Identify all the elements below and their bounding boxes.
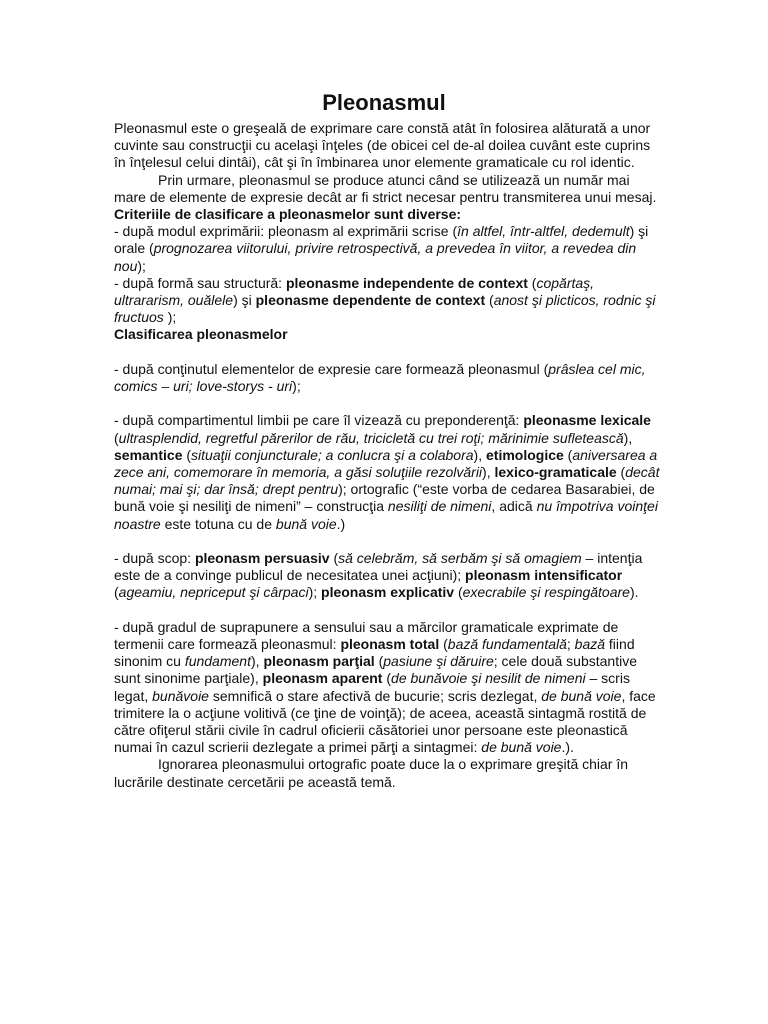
examples-run: copărtaş, ultrararism, ouălele [114, 274, 595, 309]
text-run: - după scop: [114, 550, 195, 567]
text-run: ), [250, 653, 264, 670]
examples-run: prâslea cel mic, comics – uri; love-storys - uri [114, 360, 646, 395]
term-run: pleonasme dependente de context [255, 292, 486, 309]
closing-paragraph: Ignorarea pleonasmului ortografic poate duce la o exprimare greşită chiar în lucrările destinate cercetării pe această temă. [114, 756, 629, 790]
classification-overlap-degree [114, 619, 664, 757]
text-run: - după conţinutul elementelor de expresie care formează pleonasmul ( [114, 360, 549, 377]
classification-purpose [114, 550, 664, 602]
examples-run: aniversarea a zece ani, comemorare în memoria, a găsi soluţiile rezolvării [114, 446, 658, 481]
text-run: ( [616, 464, 626, 481]
text-run: ); ortografic (“este vorba de cedarea Basarabiei, de bună voie şi nesiliţi de nimeni” – construcţia [114, 481, 655, 515]
examples-run: execrabile şi respingătoare [462, 584, 630, 601]
examples-run: să celebrăm, să serbăm şi să omagiem [338, 550, 582, 567]
examples-run: ultrasplendid, regretful părerilor de rău, tricicletă cu trei roţi; mărinimie sufletească [118, 429, 624, 446]
examples-run: bunăvoie [152, 687, 209, 704]
examples-run: bază [574, 636, 606, 653]
examples-run: de bună voie [541, 687, 622, 704]
text-run: este totuna cu de [160, 515, 276, 532]
classification-content [114, 361, 664, 395]
classification-language-compartment [114, 412, 664, 532]
examples-run: de bună voie [481, 739, 562, 756]
text-run: fiind sinonim cu [114, 636, 635, 670]
text-run: ( [374, 653, 384, 670]
text-run: - după modul exprimării: pleonasm al exprimării scrise ( [114, 223, 458, 240]
term-run: pleonasm aparent [262, 670, 383, 687]
term-run: pleonasm explicativ [321, 584, 455, 601]
text-run: - după formă sau structură: [114, 274, 286, 291]
criteria-heading: Criteriile de clasificare a pleonasmelor sunt diverse: [114, 206, 462, 223]
consequence-paragraph: Prin urmare, pleonasmul se produce atunci când se utilizează un număr mai mare de elemente de expresie decât ar fi strict necesar pentru transmiterea unui mesaj. [114, 171, 657, 205]
text-run: ( [439, 636, 448, 653]
term-run: etimologice [486, 446, 564, 463]
text-run: ); [292, 378, 301, 395]
text-run: ( [382, 670, 392, 687]
examples-run: ageamiu, nepriceput şi cârpaci [118, 584, 309, 601]
examples-run: situaţii conjuncturale; a conlucra şi a colabora [191, 446, 474, 463]
criterion-expression-mode [114, 223, 664, 275]
examples-run: bază fundamentală [447, 636, 567, 653]
examples-run: în altfel, într-altfel, dedemult [457, 223, 630, 240]
criterion-form [114, 275, 664, 327]
text-run: ) şi [233, 292, 256, 309]
text-run: ), [482, 464, 495, 481]
text-run: ( [182, 446, 192, 463]
text-run: - după compartimentul limbii pe care îl vizează cu preponderenţă: [114, 412, 524, 429]
text-run: ( [329, 550, 339, 567]
term-run: pleonasm intensificator [465, 567, 623, 584]
term-run: pleonasm total [340, 636, 440, 653]
text-run: ( [485, 292, 494, 309]
text-run: ( [563, 446, 573, 463]
text-run: semnifică o stare afectivă de bucurie; scris dezlegat, [208, 687, 542, 704]
text-run: – scris legat, [114, 670, 630, 704]
text-run: ( [114, 584, 119, 601]
text-run: ; [566, 636, 575, 653]
text-run: ). [629, 584, 639, 601]
term-run: lexico-gramaticale [494, 464, 617, 481]
term-run: pleonasm parţial [263, 653, 375, 670]
term-run: semantice [114, 446, 183, 463]
text-run: , face trimitere la o acţiune volitivă (ce ţine de voinţă); de aceea, această sintagmă rostită de către ofiţerul stării civile în cadrul oficierii căsătoriei unor persoane este pleonastică numai în cazul scrierii dezlegate a primei părţi a sintagmei: [114, 687, 656, 756]
text-run: ), [473, 446, 486, 463]
text-run: ); [137, 257, 146, 274]
text-run: ( [454, 584, 463, 601]
examples-run: nesiliţi de nimeni [387, 498, 492, 515]
document-body [114, 120, 664, 791]
text-run: .) [336, 515, 346, 532]
examples-run: de bunăvoie şi nesilit de nimeni [391, 670, 586, 687]
text-run: ), [623, 429, 633, 446]
text-run: ); [163, 309, 177, 326]
text-run: ); [308, 584, 322, 601]
page-title: Pleonasmul [322, 90, 446, 115]
examples-run: anost şi plicticos, rodnic şi fructuos [114, 292, 656, 326]
examples-run: bună voie [275, 515, 337, 532]
text-run: .). [561, 739, 574, 756]
examples-run: prognozarea viitorului, privire retrospectivă, a prevedea în viitor, a revedea din nou [114, 240, 637, 274]
text-run: ( [527, 274, 537, 291]
text-run: ; cele două substantive sunt sinonime parţiale), [114, 653, 637, 687]
examples-run: pasiune şi dăruire [383, 653, 494, 670]
intro-paragraph: Pleonasmul este o greşeală de exprimare care constă atât în folosirea alăturată a unor cuvinte sau construcţii cu acelaşi înţeles (de obicei cel de-al doilea cuvânt este cuprins în înţelesul celui dintâi), cât şi în îmbinarea unor elemente gramaticale cu rol identic. [114, 120, 651, 171]
term-run: pleonasme lexicale [523, 412, 651, 429]
examples-run: decât numai; mai şi; dar însă; drept pentru [114, 464, 660, 498]
text-run: , adică [491, 498, 537, 515]
examples-run: fundament [184, 653, 251, 670]
text-run: ) şi orale ( [114, 223, 649, 257]
text-run: ( [114, 429, 119, 446]
text-run: - după gradul de suprapunere a sensului sau a mărcilor gramaticale exprimate de termenii care formează pleonasmul: [114, 618, 619, 653]
term-run: pleonasme independente de context [285, 274, 528, 291]
text-run: – intenţia este de a convinge publicul de necesitatea unei acţiuni); [114, 550, 643, 584]
classification-heading: Clasificarea pleonasmelor [114, 326, 288, 343]
term-run: pleonasm persuasiv [194, 550, 330, 567]
examples-run: nu împotriva voinţei noastre [114, 498, 658, 532]
